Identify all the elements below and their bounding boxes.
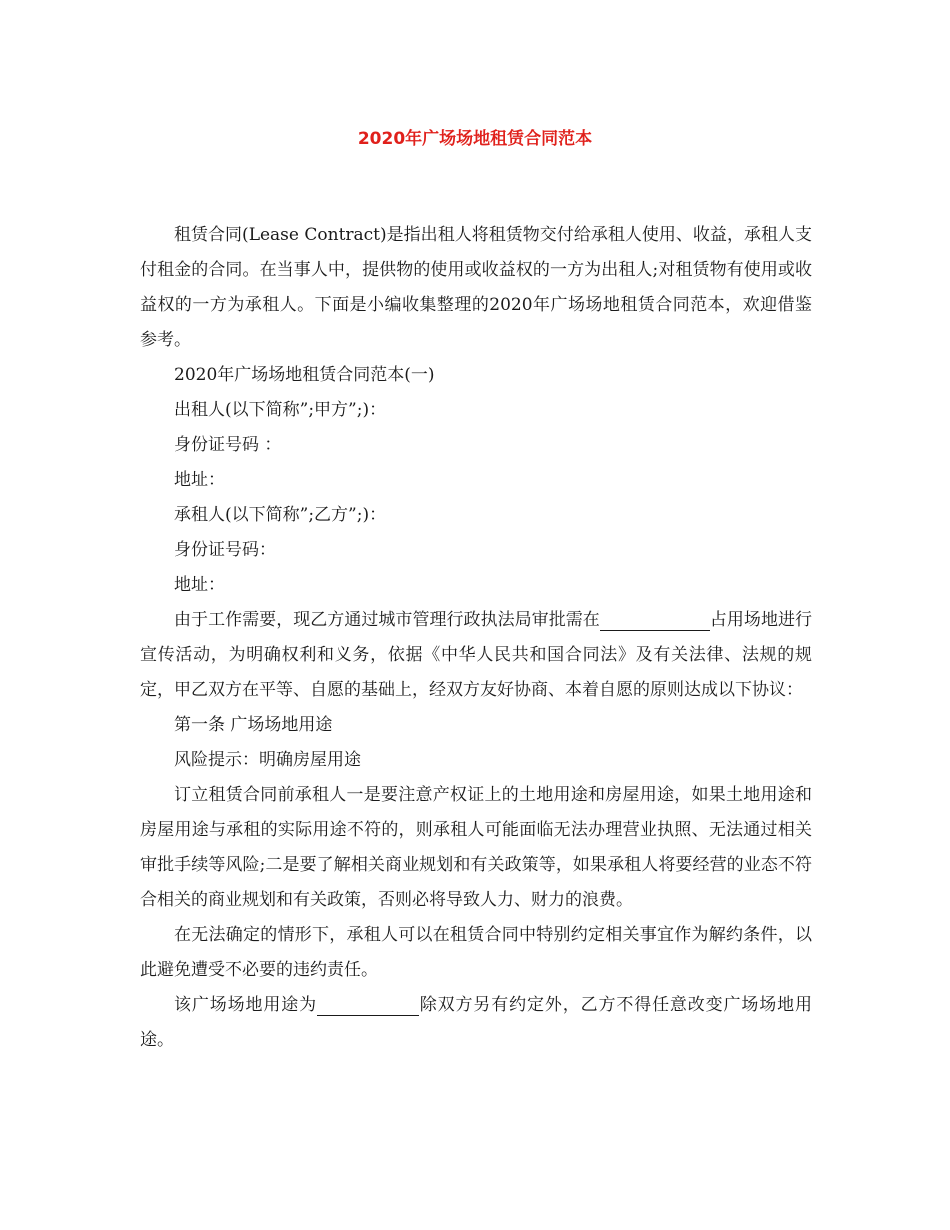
lessee-address-line: 地址： (174, 575, 225, 595)
usage-text-after: 除双方另有约定外，乙方不得任意改变广场场地用途。 (140, 995, 813, 1050)
usage-paragraph (140, 988, 812, 1058)
purpose-paragraph (140, 603, 812, 708)
contract-heading: 2020年广场场地租赁合同范本(一) (174, 365, 435, 385)
lessor-line: 出租人(以下简称”;甲方”;)： (174, 400, 387, 420)
lessee-line: 承租人(以下简称”;乙方”;)： (174, 505, 387, 525)
lessee-id-line: 身份证号码： (174, 540, 276, 560)
termination-paragraph: 在无法确定的情形下，承租人可以在租赁合同中特别约定相关事宜作为解约条件，以此避免遭受不必要的违约责任。 (140, 925, 812, 980)
document-title: 2020年广场场地租赁合同范本 (357, 129, 593, 149)
lessor-address-line: 地址： (174, 470, 225, 490)
risk-tip-paragraph: 订立租赁合同前承租人一是要注意产权证上的土地用途和房屋用途，如果土地用途和房屋用途与承租的实际用途不符的，则承租人可能面临无法办理营业执照、无法通过相关审批手续等风险;二是要了解相关商业规划和有关政策等，如果承租人将要经营的业态不符合相关的商业规划和有关政策，否则必将导致人力、财力的浪费。 (140, 785, 812, 910)
usage-blank (317, 997, 419, 1016)
lessor-id-line: 身份证号码 ： (174, 435, 282, 455)
location-blank (600, 612, 710, 631)
article-one-heading: 第一条 广场场地用途 (174, 715, 333, 735)
purpose-text-before: 由于工作需要，现乙方通过城市管理行政执法局审批需在 (174, 610, 600, 630)
intro-paragraph: 租赁合同(Lease Contract)是指出租人将租赁物交付给承租人使用、收益，承租人支付租金的合同。在当事人中，提供物的使用或收益权的一方为出租人;对租赁物有使用或收益权的一方为承租人。下面是小编收集整理的2020年广场场地租赁合同范本，欢迎借鉴参考。 (140, 225, 812, 350)
risk-tip-line: 风险提示：明确房屋用途 (174, 750, 361, 770)
document-body (140, 218, 812, 1058)
purpose-text-after: 占用场地进行宣传活动，为明确权利和义务，依据《中华人民共和国合同法》及有关法律、法规的规定，甲乙双方在平等、自愿的基础上，经双方友好协商、本着自愿的原则达成以下协议： (140, 610, 813, 700)
usage-text-before: 该广场场地用途为 (174, 995, 317, 1015)
